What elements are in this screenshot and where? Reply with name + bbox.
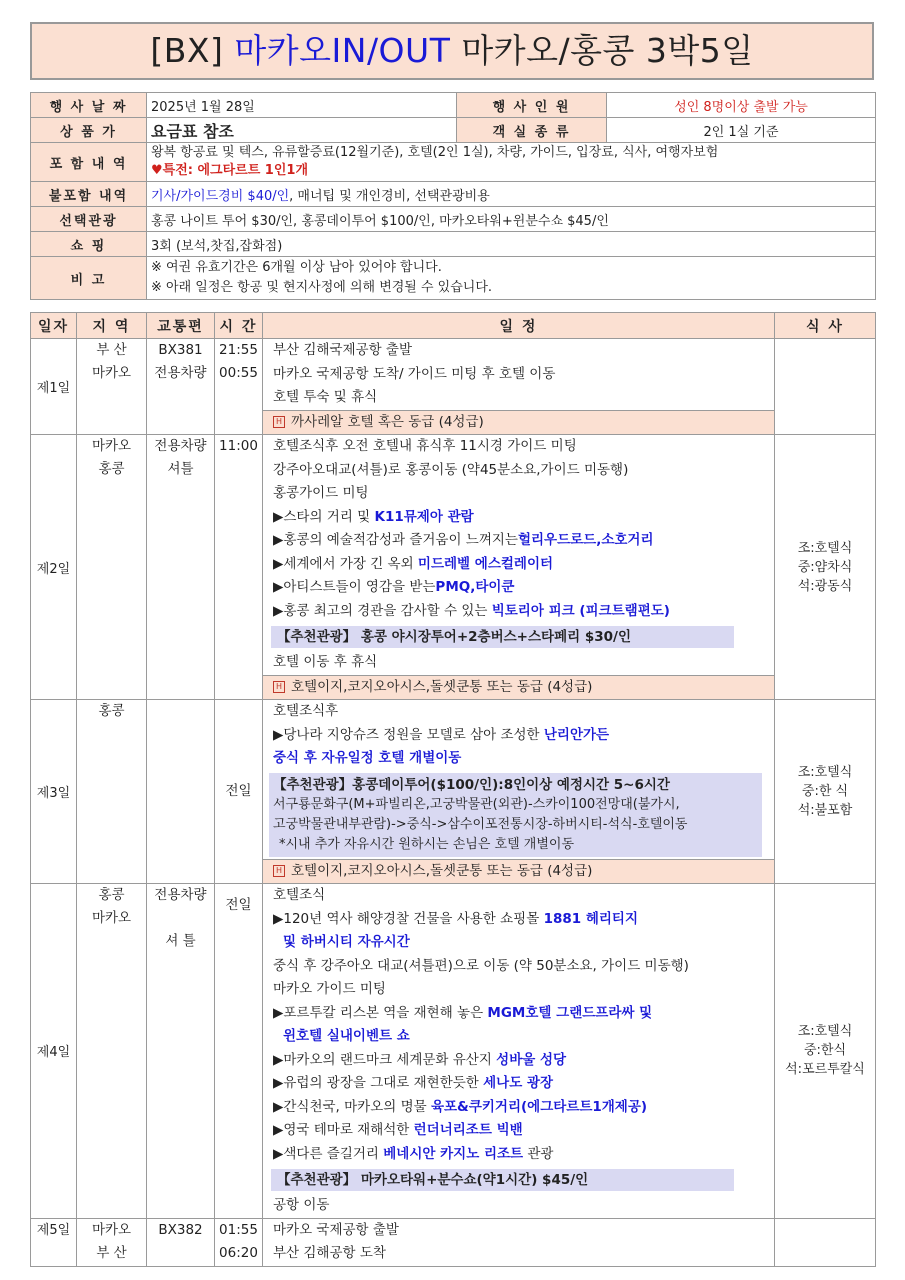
region: 마카오 [91,365,132,381]
schedule-line: ▶색다른 즐길거리 베네시안 카지노 리조트 관광 [273,1145,554,1162]
optional-tour: 【추천관광】 홍콩 야시장투어+2층버스+스타페리 $30/인 [271,626,734,648]
page-title: [BX] 마카오IN/OUT 마카오/홍콩 3박5일 [30,22,874,80]
day-label: 제2일 [31,435,77,700]
day-label: 제4일 [31,884,77,1219]
note-label: 비 고 [31,257,147,300]
day-label: 제5일 [31,1218,77,1266]
schedule-line: 홍콩가이드 미팅 [273,485,369,501]
itinerary-table [30,312,876,1267]
region: 마카오 [91,1221,132,1238]
header-day: 일자 [31,313,77,339]
schedule-line: ▶아티스트들이 영감을 받는PMQ,타이쿤 [273,579,515,595]
region: 마카오 [91,910,132,926]
schedule-line: ▶포르투칼 리스본 역을 재현해 놓은 MGM호텔 그랜드프라싸 및 [273,1004,653,1021]
schedule-line: ▶간식천국, 마카오의 명물 육포&쿠키거리(에그타르트1개제공) [273,1098,648,1115]
opt-value: 홍콩 나이트 투어 $30/인, 홍콩데이투어 $100/인, 마카오타워+윈분수쇼 $45/인 [147,207,876,232]
schedule-line: ▶세계에서 가장 긴 옥외 미드레벨 에스컬레이터 [273,555,554,572]
schedule-line: ▶영국 테마로 재해석한 런더너리조트 빅밴 [273,1122,523,1138]
transport: BX381 [158,342,203,358]
price-value: 요금표 참조 [147,118,457,143]
header-schedule: 일 정 [263,313,775,339]
transport: 전용차량 [154,438,207,454]
schedule-line: ▶마카오의 랜드마크 세계문화 유산지 성바울 성당 [273,1051,567,1068]
day-row [31,884,876,1219]
schedule-line: 마카오 가이드 미팅 [273,981,386,997]
schedule-line: ▶스타의 거리 및 K11뮤제아 관람 [273,508,474,525]
time: 전일 [225,897,252,913]
header-transport: 교통편 [147,313,215,339]
schedule-line: 부산 김해국제공항 출발 [273,342,412,358]
hotel-line: H 호텔이지,코지오아시스,돌셋쿤통 또는 동급 (4성급) [263,859,774,884]
optional-tour: 【추천관광】홍콩데이투어($100/인):8인이상 예정시간 5~6시간 서구룡문화구(M+파빌리온,고궁박물관(외관)-스카이100전망대(불가시, 고궁박물관내부관람)->중식->삼수이포전통시장-하버시티-석식-호텔이동 *시내 추가 자유시간 원하시는 손님은 호텔 개별이동 [269,773,762,857]
time: 21:55 [219,342,258,358]
region: 홍콩 [98,887,125,903]
date-value: 2025년 1월 28일 [147,93,457,118]
meal-cell: 조:호텔식 중:한 식 석:불포함 [775,700,876,884]
day-label: 제3일 [31,700,77,884]
excl-label: 불포함 내역 [31,182,147,207]
region: 마카오 [91,438,132,454]
hotel-line: H 까사레알 호텔 혹은 동급 (4성급) [263,410,774,435]
schedule-line: ▶유럽의 광장을 그대로 재현한듯한 세나도 광장 [273,1075,554,1091]
region: 부 산 [96,342,127,358]
people-label: 행 사 인 원 [457,93,607,118]
header-region: 지 역 [77,313,147,339]
note-1: ※ 여권 유효기간은 6개월 이상 남아 있어야 합니다. [151,260,442,275]
schedule-line: ▶당나라 지앙슈즈 정원을 모델로 삼아 조성한 난리안가든 [273,726,610,743]
schedule-line: 중식 후 강주아오 대교(셔틀편)으로 이동 (약 50분소요, 가이드 미동행) [273,957,689,974]
room-value: 2인 1실 기준 [607,118,876,143]
time: 01:55 [219,1221,258,1238]
schedule-line: 및 하버시티 자유시간 [283,934,410,950]
transport: 셔 틀 [165,933,196,949]
incl-line1: 왕복 항공료 및 텍스, 유류할증료(12월기준), 호텔(2인 1실), 차량, 가이드, 입장료, 식사, 여행자보험 [151,145,719,160]
day-row [31,435,876,700]
schedule-line: 강주아오대교(셔틀)로 홍콩이동 (약45분소요,가이드 미동행) [273,461,629,478]
incl-label: 포 함 내 역 [31,143,147,182]
header-meal: 식 사 [775,313,876,339]
transport: BX382 [158,1221,203,1238]
excl-value: 기사/가이드경비 $40/인, 매너팁 및 개인경비, 선택관광비용 [147,182,876,207]
meal-cell: 조:호텔식 중:한식 석:포르투칼식 [775,884,876,1219]
hotel-line: H 호텔이지,코지오아시스,돌셋쿤통 또는 동급 (4성급) [263,675,774,700]
region: 홍콩 [98,703,125,719]
transport: 전용차량 [154,887,207,903]
info-table [30,92,876,300]
date-label: 행 사 날 짜 [31,93,147,118]
header-time: 시 간 [215,313,263,339]
schedule-line: 마카오 국제공항 도착/ 가이드 미팅 후 호텔 이동 [273,365,556,382]
day-label: 제1일 [31,339,77,435]
schedule-line: 호텔조식 [273,887,326,903]
schedule-line: 호텔 이동 후 휴식 [273,654,378,670]
meal-cell [775,339,876,435]
schedule-line: 공항 이동 [273,1197,330,1213]
schedule-line: 호텔 투숙 및 휴식 [273,389,378,405]
hotel-icon: H [273,865,285,877]
region: 홍콩 [98,461,125,477]
shop-label: 쇼 핑 [31,232,147,257]
schedule-line: ▶홍콩 최고의 경관을 감사할 수 있는 빅토리아 피크 (피크트램편도) [273,602,670,619]
schedule-line: ▶홍콩의 예술적감성과 즐거움이 느껴지는헐리우드로드,소호거리 [273,532,654,548]
schedule-line: 호텔조식후 오전 호텔내 휴식후 11시경 가이드 미팅 [273,438,577,454]
day-row [31,1218,876,1266]
day-row [31,339,876,435]
room-label: 객 실 종 류 [457,118,607,143]
meal-cell: 조:호텔식 중:얌차식 석:광동식 [775,435,876,700]
day-row [31,700,876,884]
meal-cell [775,1218,876,1266]
people-value: 성인 8명이상 출발 가능 [607,93,876,118]
time: 00:55 [219,365,258,381]
price-label: 상 품 가 [31,118,147,143]
schedule-line: 중식 후 자유일정 호텔 개별이동 [273,750,462,766]
schedule-line: 마카오 국제공항 출발 [273,1221,399,1238]
region: 부 산 [96,1244,127,1261]
time: 06:20 [219,1244,258,1261]
hotel-icon: H [273,416,285,428]
transport: 셔틀 [167,461,194,477]
opt-label: 선택관광 [31,207,147,232]
hotel-icon: H [273,681,285,693]
transport: 전용차량 [154,365,207,381]
schedule-line: 부산 김해공항 도착 [273,1245,386,1261]
schedule-line: 윈호텔 실내이벤트 쇼 [283,1028,410,1044]
schedule-line: ▶120년 역사 해양경찰 건물을 사용한 쇼핑몰 1881 헤리티지 [273,910,638,927]
time: 11:00 [219,438,258,454]
incl-line2: ♥특전: 에그타르트 1인1개 [151,163,309,178]
note-2: ※ 아래 일정은 항공 및 현지사정에 의해 변경될 수 있습니다. [151,280,493,295]
optional-tour: 【추천관광】 마카오타워+분수쇼(약1시간) $45/인 [271,1169,734,1191]
shop-value: 3회 (보석,찻집,잡화점) [147,232,876,257]
schedule-line: 호텔조식후 [273,703,339,719]
time: 전일 [225,783,252,799]
